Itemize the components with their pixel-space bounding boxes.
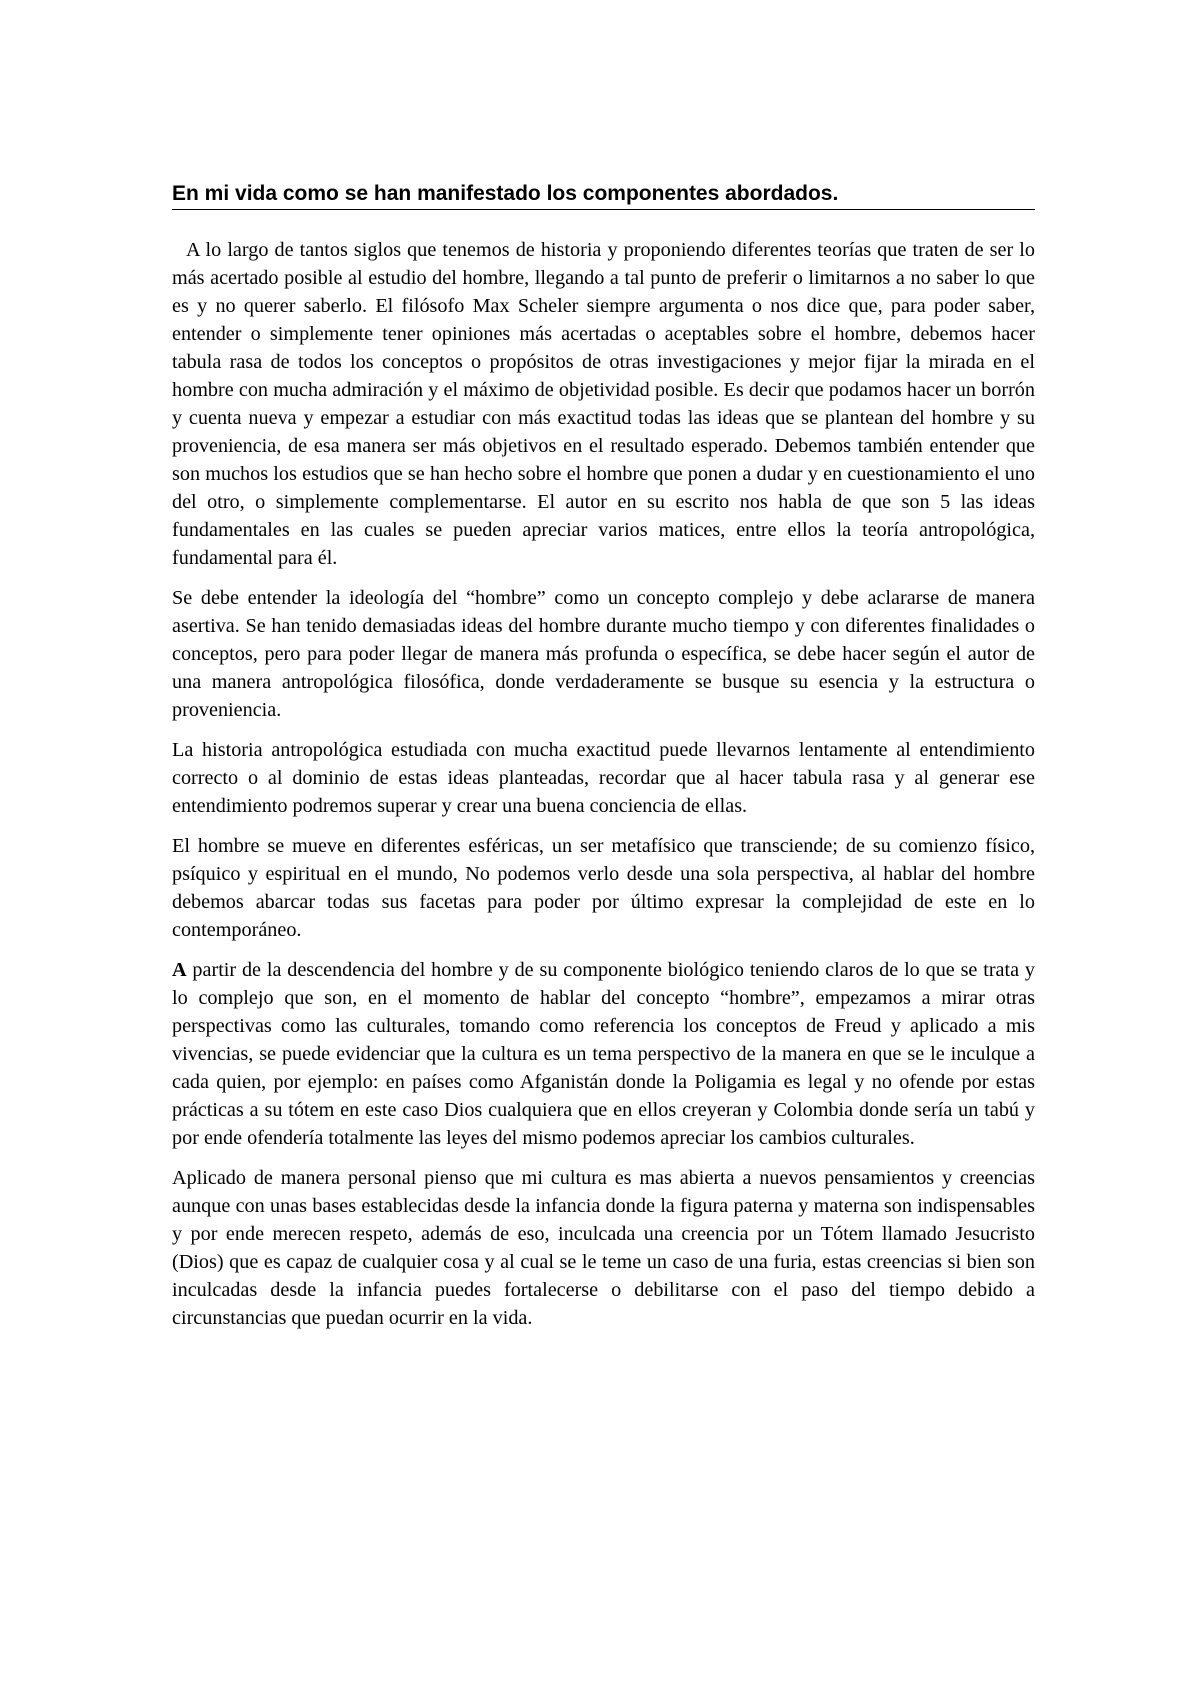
paragraph-5 xyxy=(172,956,1035,1152)
paragraph-4: El hombre se mueve en diferentes esféricas, un ser metafísico que transciende; de su comienzo físico, psíquico y espiritual en el mundo, No podemos verlo desde una sola perspectiva, al hablar del hombre debemos abarcar todas sus facetas para poder por último expresar la complejidad de este en lo contemporáneo. xyxy=(172,835,1035,941)
document-body xyxy=(172,180,1035,1344)
paragraph-2: Se debe entender la ideología del “hombre” como un concepto complejo y debe aclararse de manera asertiva. Se han tenido demasiadas ideas del hombre durante mucho tiempo y con diferentes finalidades o conceptos, pero para poder llegar de manera más profunda o específica, se debe hacer según el autor de una manera antropológica filosófica, donde verdaderamente se busque su esencia y la estructura o proveniencia. xyxy=(172,587,1035,721)
paragraph-5-lead: A xyxy=(172,959,187,981)
paragraph-3: La historia antropológica estudiada con mucha exactitud puede llevarnos lentamente al entendimiento correcto o al dominio de estas ideas planteadas, recordar que al hacer tabula rasa y al generar ese entendimiento podremos superar y crear una buena conciencia de ellas. xyxy=(172,739,1035,817)
paragraph-6: Aplicado de manera personal pienso que mi cultura es mas abierta a nuevos pensamientos y creencias aunque con unas bases establecidas desde la infancia donde la figura paterna y materna son indispensables y por ende merecen respeto, además de eso, inculcada una creencia por un Tótem llamado Jesucristo (Dios) que es capaz de cualquier cosa y al cual se le teme un caso de una furia, estas creencias si bien son inculcadas desde la infancia puedes fortalecerse o debilitarse con el paso del tiempo debido a circunstancias que puedan ocurrir en la vida. xyxy=(172,1167,1035,1329)
paragraph-5-text: partir de la descendencia del hombre y de su componente biológico teniendo claros de lo que se trata y lo complejo que son, en el momento de hablar del concepto “hombre”, empezamos a mirar otras perspectivas como las culturales, tomando como referencia los conceptos de Freud y aplicado a mis vivencias, se puede evidenciar que la cultura es un tema perspectivo de la manera en que se le inculque a cada quien, por ejemplo: en países como Afganistán donde la Poligamia es legal y no ofende por estas prácticas a su tótem en este caso Dios cualquiera que en ellos creyeran y Colombia donde sería un tabú y por ende ofendería totalmente las leyes del mismo podemos apreciar los cambios culturales. xyxy=(172,959,1035,1149)
document-title: En mi vida como se han manifestado los componentes abordados. xyxy=(172,180,1035,210)
paragraph-1: A lo largo de tantos siglos que tenemos de historia y proponiendo diferentes teorías que traten de ser lo más acertado posible al estudio del hombre, llegando a tal punto de preferir o limitarnos a no saber lo que es y no querer saberlo. El filósofo Max Scheler siempre argumenta o nos dice que, para poder saber, entender o simplemente tener opiniones más acertadas o aceptables sobre el hombre, debemos hacer tabula rasa de todos los conceptos o propósitos de otras investigaciones y mejor fijar la mirada en el hombre con mucha admiración y el máximo de objetividad posible. Es decir que podamos hacer un borrón y cuenta nueva y empezar a estudiar con más exactitud todas las ideas que se plantean del hombre y su proveniencia, de esa manera ser más objetivos en el resultado esperado. Debemos también entender que son muchos los estudios que se han hecho sobre el hombre que ponen a dudar y en cuestionamiento el uno del otro, o simplemente complementarse. El autor en su escrito nos habla de que son 5 las ideas fundamentales en las cuales se pueden apreciar varios matices, entre ellos la teoría antropológica, fundamental para él. xyxy=(172,239,1035,569)
